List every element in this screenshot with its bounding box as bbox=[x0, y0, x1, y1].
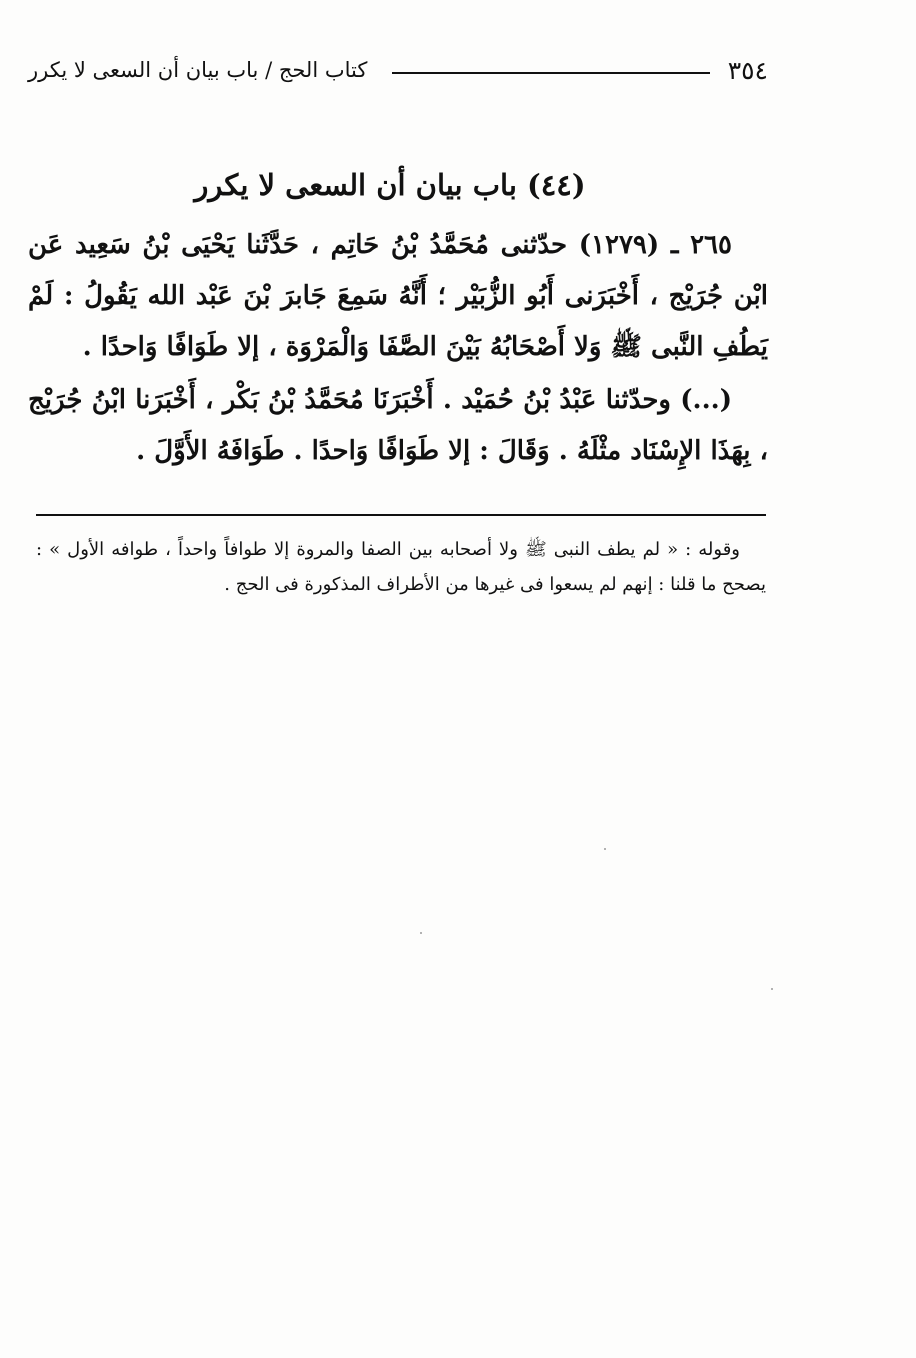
hadith-paragraph-second bbox=[28, 375, 768, 477]
paper-speck bbox=[604, 848, 606, 850]
paper-speck bbox=[420, 932, 422, 934]
chapter-heading: (٤٤) باب بيان أن السعى لا يكرر bbox=[194, 168, 586, 202]
hadith-paragraph-main bbox=[28, 220, 768, 373]
hadith-text-second: (...) وحدّثنا عَبْدُ بْنُ حُمَيْد . أَخْبَرَنَا مُحَمَّدُ بْنُ بَكْر ، أَخْبَرَنا ابْنُ جُرَيْج ، بِهَذَا الإِسْنَاد مثْلَهُ . وَقَالَ : إلا طَوَافًا وَاحدًا . طَوَافَهُ الأَوَّلَ . bbox=[28, 385, 768, 466]
running-title: كتاب الحج / باب بيان أن السعى لا يكرر bbox=[28, 58, 368, 82]
header-rule bbox=[392, 72, 710, 74]
footnote-separator bbox=[36, 514, 766, 516]
running-header bbox=[28, 52, 768, 92]
paper-speck bbox=[771, 988, 773, 990]
hadith-text-main: ٢٦٥ ـ (١٢٧٩) حدّثنى مُحَمَّدُ بْنُ حَاتِم ، حَدَّثَنا يَحْيَى بْنُ سَعِيد عَن ابْن جُرَيْج ، أَخْبَرَنى أَبُو الزُّبَيْر ؛ أَنَّهُ سَمِعَ جَابرَ بْنَ عَبْد الله يَقُولُ : لَمْ يَطُفِ النَّبى ﷺ وَلا أَصْحَابُهُ بَيْنَ الصَّفَا وَالْمَرْوَة ، إلا طَوَافًا وَاحدًا . bbox=[28, 230, 768, 362]
footnote bbox=[36, 532, 766, 602]
page-number: ٣٥٤ bbox=[727, 56, 768, 85]
footnote-text: وقوله : « لم يطف النبى ﷺ ولا أصحابه بين الصفا والمروة إلا طوافاً واحداً ، طوافه الأول » : يصحح ما قلنا : إنهم لم يسعوا فى غيرها من الأطراف المذكورة فى الحج . bbox=[36, 539, 766, 595]
